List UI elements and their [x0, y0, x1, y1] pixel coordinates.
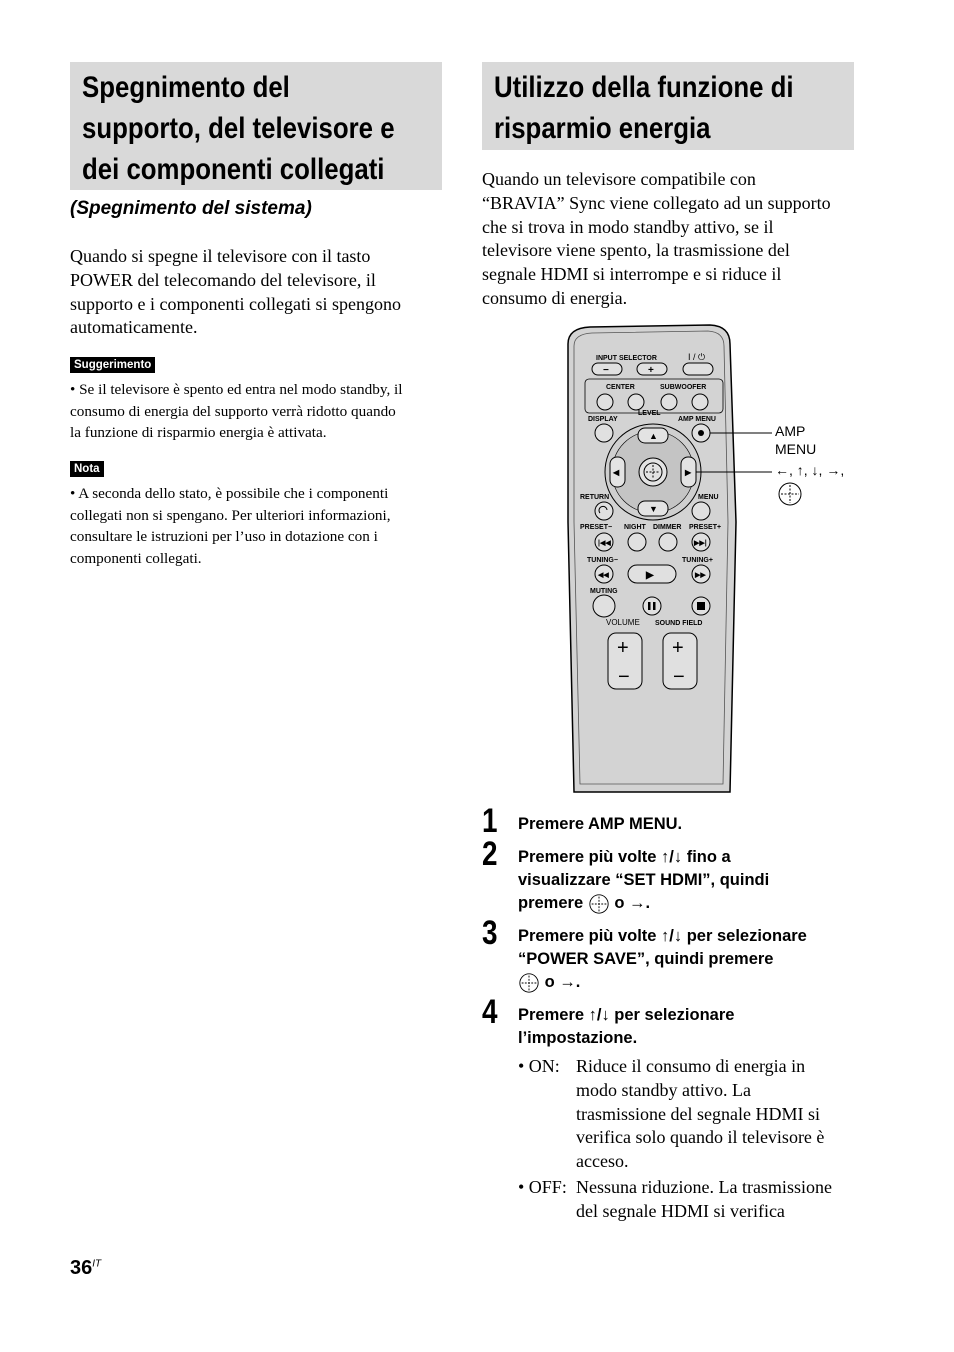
- tuning-minus-label: TUNING−: [587, 557, 618, 564]
- return-label: RETURN: [580, 494, 610, 501]
- down-arrow-icon: ▼: [649, 504, 658, 514]
- right-paragraph: [482, 168, 831, 311]
- step-number: 3: [482, 914, 498, 952]
- preset-plus-label: PRESET+: [689, 524, 722, 531]
- section-subtitle: (Spegnimento del sistema): [70, 198, 312, 219]
- volume-minus-label: −: [618, 666, 630, 688]
- text-line: visualizzare “SET HDMI”, quindi: [518, 871, 770, 889]
- step-number: 2: [482, 835, 498, 873]
- remote-control-illustration: [560, 322, 860, 802]
- arrows-callout: ←, ↑, ↓, →,: [775, 462, 845, 478]
- up-arrow-icon: ▲: [649, 431, 658, 441]
- tuning-plus-label: TUNING+: [682, 557, 713, 564]
- text-line: “BRAVIA” Sync viene collegato ad un supporto: [482, 192, 831, 213]
- title-line: Spegnimento del: [82, 71, 290, 104]
- text-line: televisore viene spento, la trasmissione del: [482, 240, 790, 261]
- step-1-text: [518, 813, 682, 836]
- text-line: consultare le istruzioni per l’uso in dotazione con i: [70, 528, 378, 545]
- text-line: • A seconda dello stato, è possibile che i componenti: [70, 485, 389, 502]
- step-number: 4: [482, 993, 498, 1031]
- page-number-value: 36: [70, 1257, 93, 1279]
- callout-line: AMP: [775, 423, 806, 439]
- left-paragraph: [70, 245, 401, 340]
- text-line: verifica solo quando il televisore è: [576, 1127, 825, 1148]
- section-title-right: [482, 62, 854, 150]
- text-line: Quando un televisore compatibile con: [482, 169, 756, 189]
- text-line: l’impostazione.: [518, 1029, 638, 1047]
- sound-field-minus-label: −: [673, 666, 685, 688]
- play-icon: ▶: [646, 570, 654, 581]
- previous-icon: |◀◀: [598, 540, 611, 547]
- text-line: supporto e i componenti collegati si spengono: [70, 293, 401, 314]
- menu-button[interactable]: [692, 502, 710, 520]
- rewind-icon: ◀◀: [598, 572, 609, 579]
- enter-icon: [777, 481, 803, 507]
- center-plus-button[interactable]: [628, 394, 644, 410]
- text-line: acceso.: [576, 1151, 629, 1172]
- page-number: [70, 1257, 101, 1280]
- subwoofer-plus-button[interactable]: [692, 394, 708, 410]
- preset-minus-label: PRESET−: [580, 524, 613, 531]
- text-line: POWER del telecomando del televisore, il: [70, 269, 376, 290]
- tip-bullet: [70, 379, 460, 444]
- subwoofer-label: SUBWOOFER: [660, 384, 707, 391]
- volume-plus-label: +: [617, 637, 629, 659]
- title-line: Utilizzo della funzione di: [494, 71, 794, 104]
- text-line: che si trova in modo standby attivo, se il: [482, 216, 774, 237]
- text-line: la funzione di risparmio energia è attivata.: [70, 424, 327, 441]
- step-2-text: [518, 846, 769, 915]
- text-line: Premere ↑/↓ per selezionare: [518, 1006, 735, 1024]
- power-button[interactable]: [683, 363, 713, 375]
- enter-icon: [588, 893, 610, 915]
- amp-menu-callout: [775, 422, 816, 458]
- text-line: trasmissione del segnale HDMI si: [576, 1103, 820, 1124]
- option-description: [576, 1176, 832, 1224]
- night-label: NIGHT: [624, 524, 646, 531]
- dimmer-button[interactable]: [659, 533, 677, 551]
- text-line: “POWER SAVE”, quindi premere: [518, 950, 774, 968]
- text-line: modo standby attivo. La: [576, 1079, 751, 1100]
- muting-label: MUTING: [590, 588, 618, 595]
- text-fragment: o →.: [544, 973, 581, 991]
- text-line: Riduce il consumo di energia in: [576, 1056, 806, 1076]
- minus-label: −: [603, 365, 609, 376]
- return-button[interactable]: [595, 502, 613, 520]
- pause-button[interactable]: [643, 597, 661, 615]
- text-line: collegati non si spengano. Per ulteriori informazioni,: [70, 506, 391, 524]
- subwoofer-minus-button[interactable]: [661, 394, 677, 410]
- center-minus-button[interactable]: [597, 394, 613, 410]
- fast-forward-icon: ▶▶: [695, 572, 706, 579]
- title-line: dei componenti collegati: [82, 153, 385, 186]
- pause-icon: [648, 602, 651, 610]
- plus-label: +: [648, 365, 654, 376]
- center-label: CENTER: [606, 384, 635, 391]
- text-line: [518, 892, 769, 915]
- text-line: Premere più volte ↑/↓ per selezionare: [518, 927, 807, 945]
- display-label: DISPLAY: [588, 416, 618, 423]
- step-3-text: [518, 925, 807, 994]
- text-fragment: o →.: [614, 894, 651, 912]
- text-line: Premere più volte ↑/↓ fino a: [518, 848, 731, 866]
- page-language-suffix: IT: [92, 1258, 102, 1270]
- level-label: LEVEL: [638, 410, 661, 417]
- option-key: • OFF:: [518, 1177, 567, 1197]
- step-number: 1: [482, 802, 498, 840]
- volume-label: VOLUME: [606, 618, 640, 627]
- right-arrow-icon: ▶: [685, 468, 692, 477]
- note-bullet: [70, 483, 460, 569]
- next-icon: ▶▶|: [694, 540, 707, 547]
- text-line: del segnale HDMI si verifica: [576, 1200, 785, 1221]
- text-line: Quando si spegne il televisore con il tasto: [70, 246, 371, 266]
- note-label: Nota: [70, 461, 104, 477]
- enter-icon: [518, 972, 540, 994]
- text-fragment: premere: [518, 894, 584, 912]
- text-line: automaticamente.: [70, 317, 198, 338]
- night-button[interactable]: [628, 533, 646, 551]
- title-line: risparmio energia: [494, 112, 711, 145]
- amp-menu-label: AMP MENU: [678, 416, 716, 423]
- option-key: • ON:: [518, 1056, 560, 1076]
- text-line: segnale HDMI si interrompe e si riduce il: [482, 264, 782, 285]
- tip-label: Suggerimento: [70, 357, 155, 373]
- text-line: Nessuna riduzione. La trasmissione: [576, 1177, 832, 1197]
- step-4-text: [518, 1004, 734, 1050]
- menu-label: MENU: [698, 494, 719, 501]
- title-line: supporto, del televisore e: [82, 112, 395, 145]
- text-line: Premere AMP MENU.: [518, 815, 683, 833]
- input-selector-label: INPUT SELECTOR: [596, 355, 657, 362]
- text-line: consumo di energia del supporto verrà ridotto quando: [70, 402, 396, 420]
- left-arrow-icon: ◀: [613, 468, 620, 477]
- display-button[interactable]: [595, 424, 613, 442]
- text-line: consumo di energia.: [482, 287, 628, 308]
- option-description: [576, 1055, 824, 1174]
- callout-line: MENU: [775, 441, 817, 457]
- stop-icon: [697, 602, 705, 610]
- section-title-left: [70, 62, 442, 190]
- text-line: componenti collegati.: [70, 549, 202, 567]
- power-label: I / ⏻: [688, 352, 706, 362]
- muting-button[interactable]: [593, 595, 615, 617]
- text-line: [518, 971, 807, 994]
- sound-field-plus-label: +: [672, 637, 684, 659]
- sound-field-label: SOUND FIELD: [655, 620, 703, 627]
- dimmer-label: DIMMER: [653, 524, 682, 531]
- text-line: • Se il televisore è spento ed entra nel modo standby, il: [70, 381, 403, 398]
